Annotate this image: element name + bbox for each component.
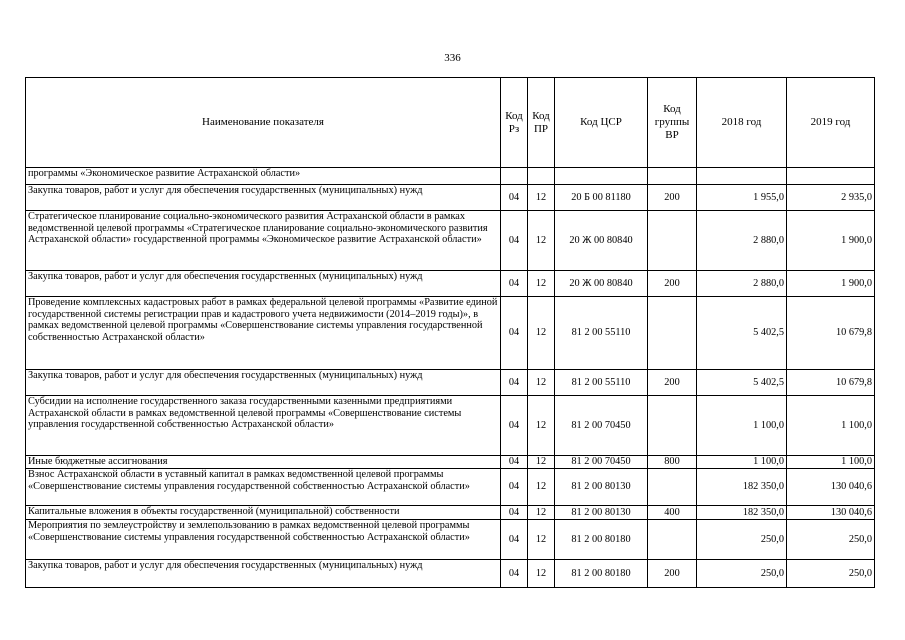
cell-rz (501, 168, 528, 185)
cell-pr: 12 (528, 560, 555, 588)
cell-2018: 5 402,5 (697, 370, 787, 396)
cell-csr: 20 Ж 00 80840 (555, 211, 648, 271)
cell-csr: 81 2 00 80130 (555, 506, 648, 520)
cell-vr (648, 168, 697, 185)
cell-2019: 2 935,0 (787, 185, 875, 211)
table-row (26, 297, 875, 370)
cell-2018: 182 350,0 (697, 469, 787, 506)
cell-csr: 81 2 00 80180 (555, 560, 648, 588)
cell-2018: 1 100,0 (697, 396, 787, 456)
cell-2018: 2 880,0 (697, 211, 787, 271)
cell-rz: 04 (501, 396, 528, 456)
header-csr: Код ЦСР (555, 78, 648, 168)
table-row (26, 271, 875, 297)
cell-2019: 1 100,0 (787, 396, 875, 456)
cell-2019: 1 100,0 (787, 456, 875, 469)
cell-2019: 250,0 (787, 560, 875, 588)
cell-name: Субсидии на исполнение государственного заказа государственными казенными предприятиями Астраханской области в рамках ведомственной целевой программы «Совершенствование системы управления государственной собственностью Астраханской области» (26, 396, 501, 456)
cell-name: Мероприятия по землеустройству и землепользованию в рамках ведомственной целевой программы «Совершенствование системы управления государственной собственностью Астраханской области» (26, 520, 501, 560)
cell-csr (555, 168, 648, 185)
header-rz: Код Рз (501, 78, 528, 168)
cell-vr (648, 396, 697, 456)
cell-vr: 200 (648, 560, 697, 588)
cell-rz: 04 (501, 506, 528, 520)
header-vr: Код группы ВР (648, 78, 697, 168)
cell-name: Закупка товаров, работ и услуг для обеспечения государственных (муниципальных) нужд (26, 370, 501, 396)
cell-csr: 20 Ж 00 80840 (555, 271, 648, 297)
cell-rz: 04 (501, 211, 528, 271)
cell-vr: 800 (648, 456, 697, 469)
cell-csr: 81 2 00 70450 (555, 456, 648, 469)
cell-pr: 12 (528, 271, 555, 297)
cell-2019: 1 900,0 (787, 271, 875, 297)
cell-rz: 04 (501, 560, 528, 588)
cell-name: Взнос Астраханской области в уставный капитал в рамках ведомственной целевой программы «Совершенствование системы управления государственной собственностью Астраханской области» (26, 469, 501, 506)
cell-pr: 12 (528, 185, 555, 211)
cell-name: Закупка товаров, работ и услуг для обеспечения государственных (муниципальных) нужд (26, 271, 501, 297)
cell-2019: 10 679,8 (787, 370, 875, 396)
page-number: 336 (444, 52, 461, 64)
cell-rz: 04 (501, 520, 528, 560)
cell-vr (648, 469, 697, 506)
table-row (26, 520, 875, 560)
cell-csr: 81 2 00 80180 (555, 520, 648, 560)
cell-name: Закупка товаров, работ и услуг для обеспечения государственных (муниципальных) нужд (26, 185, 501, 211)
header-2018: 2018 год (697, 78, 787, 168)
cell-2019: 1 900,0 (787, 211, 875, 271)
cell-2019: 130 040,6 (787, 469, 875, 506)
cell-name: программы «Экономическое развитие Астраханской области» (26, 168, 501, 185)
table-row (26, 211, 875, 271)
cell-2018: 5 402,5 (697, 297, 787, 370)
cell-vr (648, 520, 697, 560)
cell-vr: 200 (648, 185, 697, 211)
header-name: Наименование показателя (26, 78, 501, 168)
cell-pr: 12 (528, 370, 555, 396)
table-row (26, 560, 875, 588)
cell-2018: 182 350,0 (697, 506, 787, 520)
cell-csr: 81 2 00 55110 (555, 297, 648, 370)
header-2019: 2019 год (787, 78, 875, 168)
table-row (26, 185, 875, 211)
cell-pr: 12 (528, 456, 555, 469)
cell-csr: 81 2 00 55110 (555, 370, 648, 396)
cell-vr: 400 (648, 506, 697, 520)
table-row (26, 396, 875, 456)
cell-2018: 1 100,0 (697, 456, 787, 469)
cell-vr: 200 (648, 370, 697, 396)
cell-pr: 12 (528, 211, 555, 271)
cell-pr: 12 (528, 520, 555, 560)
cell-pr (528, 168, 555, 185)
cell-rz: 04 (501, 469, 528, 506)
header-pr: Код ПР (528, 78, 555, 168)
cell-vr: 200 (648, 271, 697, 297)
cell-2018: 250,0 (697, 560, 787, 588)
cell-name: Капитальные вложения в объекты государственной (муниципальной) собственности (26, 506, 501, 520)
cell-vr (648, 297, 697, 370)
budget-table (25, 77, 875, 588)
cell-pr: 12 (528, 396, 555, 456)
cell-2018 (697, 168, 787, 185)
table-row (26, 370, 875, 396)
cell-name: Проведение комплексных кадастровых работ в рамках федеральной целевой программы «Развитие единой государственной системы регистрации прав и кадастрового учета недвижимости (2014–2019 годы)», в рамках ведомственной целевой программы «Совершенствование системы управления государственной собственностью Астраханской области» (26, 297, 501, 370)
cell-pr: 12 (528, 469, 555, 506)
table-row (26, 506, 875, 520)
table-row (26, 469, 875, 506)
cell-vr (648, 211, 697, 271)
cell-2019: 10 679,8 (787, 297, 875, 370)
cell-2019: 130 040,6 (787, 506, 875, 520)
cell-csr: 81 2 00 70450 (555, 396, 648, 456)
cell-name: Стратегическое планирование социально-экономического развития Астраханской области в рамках ведомственной целевой программы «Стратегическое планирование социально-экономического развития Астраханской области» государственной программы «Экономическое развитие Астраханской области» (26, 211, 501, 271)
cell-csr: 20 Б 00 81180 (555, 185, 648, 211)
cell-name: Иные бюджетные ассигнования (26, 456, 501, 469)
cell-2018: 250,0 (697, 520, 787, 560)
cell-name: Закупка товаров, работ и услуг для обеспечения государственных (муниципальных) нужд (26, 560, 501, 588)
cell-csr: 81 2 00 80130 (555, 469, 648, 506)
cell-rz: 04 (501, 456, 528, 469)
cell-rz: 04 (501, 271, 528, 297)
cell-rz: 04 (501, 370, 528, 396)
cell-rz: 04 (501, 185, 528, 211)
cell-2019: 250,0 (787, 520, 875, 560)
table-row (26, 168, 875, 185)
cell-pr: 12 (528, 297, 555, 370)
cell-rz: 04 (501, 297, 528, 370)
cell-2019 (787, 168, 875, 185)
table-header-row (26, 78, 875, 168)
cell-pr: 12 (528, 506, 555, 520)
table-row (26, 456, 875, 469)
cell-2018: 1 955,0 (697, 185, 787, 211)
cell-2018: 2 880,0 (697, 271, 787, 297)
